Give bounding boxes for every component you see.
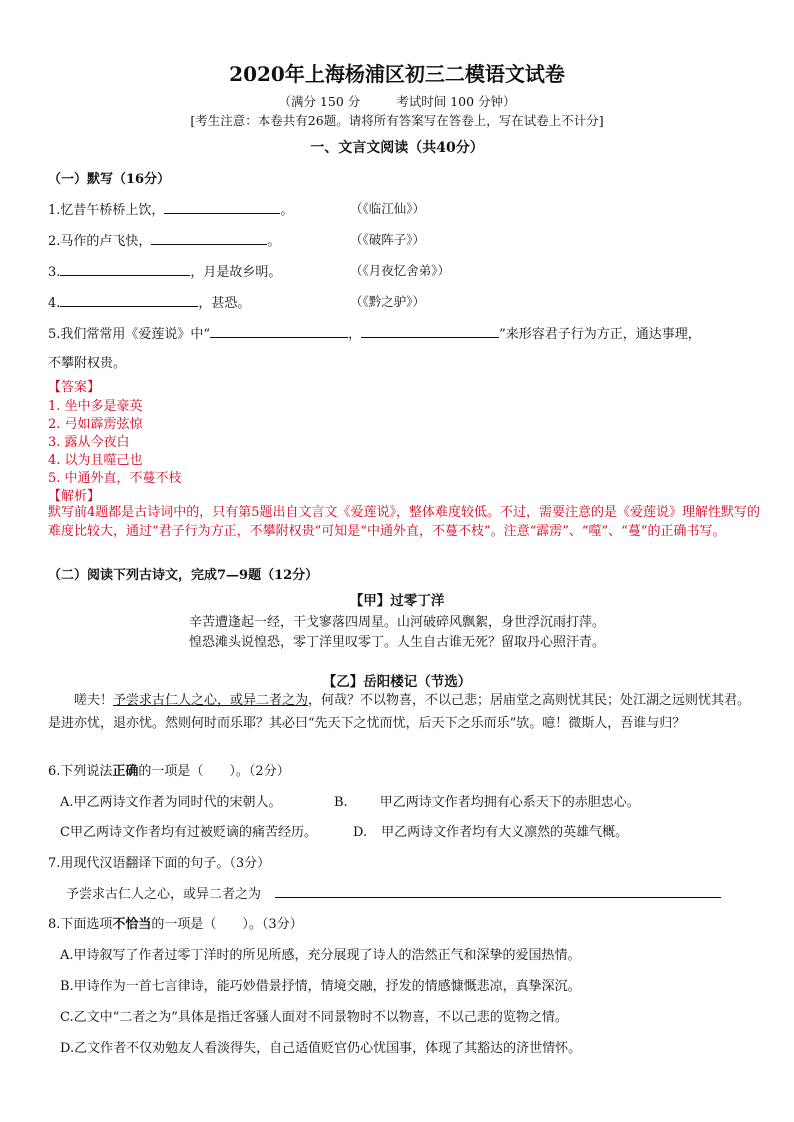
score-info: （满分 150 分 xyxy=(278,94,361,109)
question-5 xyxy=(48,323,701,342)
answer-blank[interactable] xyxy=(361,324,499,338)
question-text: ， xyxy=(348,327,362,342)
answer-blank[interactable] xyxy=(210,324,348,338)
exam-meta xyxy=(0,92,794,110)
question-number: 1. xyxy=(48,203,61,218)
analysis-label: 【解析】 xyxy=(48,489,101,504)
option-c[interactable]: C.乙文中“二者之为”具体是指迁客骚人面对不同景物时不以物喜，不以己悲的览物之情。 xyxy=(60,1010,568,1025)
question-text: ，甚恐。 xyxy=(198,296,251,311)
part2-title: （二）阅读下列古诗文，完成7—9题（12分） xyxy=(48,568,319,583)
answer-item: 5. 中通外直，不蔓不枝 xyxy=(48,471,182,486)
option-c[interactable] xyxy=(60,821,317,840)
question-text: 予尝求古仁人之心，或异二者之为 xyxy=(66,887,262,902)
option-a[interactable] xyxy=(60,791,282,810)
source-2: （《破阵子》） xyxy=(350,232,426,247)
question-1 xyxy=(48,199,293,218)
answer-item: 2. 弓如霹雳弦惊 xyxy=(48,417,143,432)
poem-a-line: 惶恐滩头说惶恐，零丁洋里叹零丁。人生自古谁无死？留取丹心照汗青。 xyxy=(188,635,605,650)
source-1: （《临江仙》） xyxy=(350,201,426,216)
question-text: ”来形容君子行为方正，通达事理， xyxy=(499,327,701,342)
answer-blank[interactable] xyxy=(164,200,280,214)
question-5-line2: 不攀附权贵。 xyxy=(48,356,127,371)
answer-blank[interactable] xyxy=(60,262,190,276)
answer-label: 【答案】 xyxy=(48,380,101,395)
answer-blank[interactable] xyxy=(151,231,267,245)
question-emphasis: 不恰当 xyxy=(112,917,152,932)
page-title: 2020年上海杨浦区初三二模语文试卷 xyxy=(229,62,565,86)
question-3 xyxy=(48,261,281,280)
answer-item: 3. 露从今夜白 xyxy=(48,435,130,450)
question-7: 7.用现代汉语翻译下面的句子。（3分） xyxy=(48,856,271,871)
part1-title: （一）默写（16分） xyxy=(48,172,171,187)
question-number: 4. xyxy=(48,296,61,311)
option-d[interactable]: D.乙文作者不仅劝勉友人看淡得失，自己适值贬官仍心忧国事，体现了其豁达的济世情怀。 xyxy=(60,1041,582,1056)
question-7-sentence xyxy=(66,883,721,902)
question-number: 3. xyxy=(48,265,61,280)
question-text: 8.下面选项 xyxy=(48,917,113,932)
question-8 xyxy=(48,913,303,932)
prose-passage xyxy=(48,689,758,735)
option-text: 甲乙两诗文作者均拥有心系天下的赤胆忠心。 xyxy=(379,795,640,810)
option-text: 甲乙两诗文作者为同时代的宋朝人。 xyxy=(73,795,282,810)
question-text: 马作的卢飞快， xyxy=(60,234,152,249)
option-label: A. xyxy=(60,795,74,810)
option-text: 甲乙两诗文作者均有大义凛然的英雄气概。 xyxy=(381,825,629,840)
option-a[interactable]: A.甲诗叙写了作者过零丁洋时的所见所感，充分展现了诗人的浩然正气和深挚的爱国热情。 xyxy=(60,948,581,963)
question-text: 。 xyxy=(280,203,294,218)
poem-b-title: 【乙】岳阳楼记（节选） xyxy=(322,674,472,690)
option-d[interactable] xyxy=(353,821,628,840)
question-text: 5.我们常常用《爱莲说》中“ xyxy=(48,327,211,342)
option-b[interactable]: B.甲诗作为一首七言律诗，能巧妙借景抒情，情境交融，抒发的情感慷慨悲凉，真挚深沉。 xyxy=(60,979,581,994)
poem-a-title: 【甲】过零丁洋 xyxy=(349,593,445,609)
prose-text: ，何哉？不以物喜，不以己悲；居庙堂之高则忧其民；处江湖之远则忧其君。是进亦忧，退亦忧。然则何时而乐耶？其必曰“先天下之忧而忧，后天下之乐而乐”欤。噫！微斯人，吾谁与归？ xyxy=(48,693,751,731)
answer-blank[interactable] xyxy=(275,884,721,898)
source-4: （《黔之驴》） xyxy=(350,294,426,309)
question-text: 。 xyxy=(267,234,281,249)
question-text: ，月是故乡明。 xyxy=(190,265,282,280)
option-label: C xyxy=(60,825,70,840)
question-4 xyxy=(48,292,250,311)
question-text: 的一项是（ ）。（3分） xyxy=(151,917,303,932)
option-label: B. xyxy=(334,795,348,810)
exam-notice: [考生注意：本卷共有26题。请将所有答案写在答卷上，写在试卷上不计分] xyxy=(190,113,604,128)
answer-blank[interactable] xyxy=(60,293,198,307)
answer-item: 1. 坐中多是豪英 xyxy=(48,399,143,414)
question-number: 2. xyxy=(48,234,61,249)
source-3: （《月夜忆舍弟》） xyxy=(350,263,451,278)
option-label: D. xyxy=(353,825,368,840)
question-2 xyxy=(48,230,280,249)
poem-a-line: 辛苦遭逢起一经，干戈寥落四周星。山河破碎风飘絮，身世浮沉雨打萍。 xyxy=(188,615,605,630)
answer-item: 4. 以为且噬己也 xyxy=(48,453,143,468)
prose-text: 嗟夫！ xyxy=(74,693,114,708)
section-title: 一、文言文阅读（共40分） xyxy=(310,140,484,156)
question-text: 的一项是（ ）。（2分） xyxy=(138,764,290,779)
question-text: 6.下列说法 xyxy=(48,764,113,779)
question-emphasis: 正确 xyxy=(112,764,139,779)
option-b[interactable] xyxy=(334,791,640,810)
time-info: 考试时间 100 分钟） xyxy=(396,94,516,109)
analysis-text: 默写前4题都是古诗词中的，只有第5题出自文言文《爱莲说》，整体难度较低。不过，需要注意的是《爱莲说》理解性默写的难度比较大，通过“君子行为方正，不攀附权贵”可知是“中通外直，不蔓不枝”。注意“霹雳”、“噬”、“蔓”的正确书写。 xyxy=(48,505,761,539)
option-text: 甲乙两诗文作者均有过被贬谪的痛苦经历。 xyxy=(69,825,317,840)
question-6 xyxy=(48,760,290,779)
question-text: 忆昔午桥桥上饮， xyxy=(60,203,165,218)
prose-underlined-text: 予尝求古仁人之心，或异二者之为 xyxy=(113,693,309,708)
